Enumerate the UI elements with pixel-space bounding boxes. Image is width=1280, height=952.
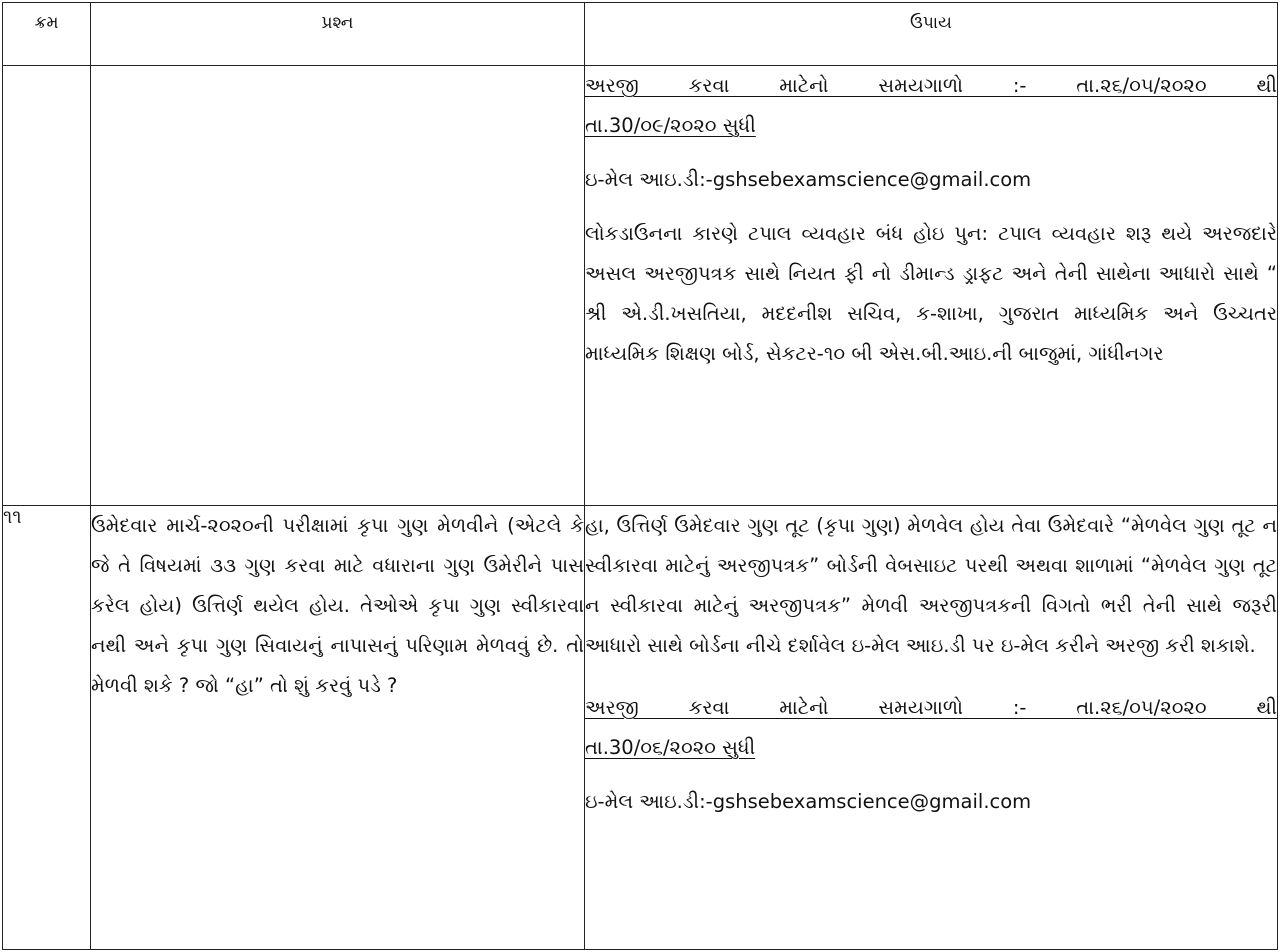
table-row (3, 506, 1278, 950)
row2-solution (585, 506, 1278, 950)
header-solution: ઉપાય (585, 3, 1278, 66)
row1-solution (585, 66, 1278, 506)
row2-email: ઇ-મેલ આઇ.ડી:-gshsebexamscience@gmail.com (585, 790, 1032, 813)
header-serial: ક્રમ (3, 3, 91, 66)
row1-deadline-line2: તા.30/૦૯/૨૦૨૦ સુધી (585, 114, 756, 137)
faq-table (2, 2, 1278, 950)
table-header-row (3, 3, 1278, 66)
row2-question (91, 506, 585, 950)
row1-note: લોકડાઉનના કારણે ટપાલ વ્યવહાર બંધ હોઇ પુન: ટપાલ વ્યવહાર શરૂ થયે અરજદારે અસલ અરજીપત્રક સાથે નિયત ફી નો ડીમાન્ડ ડ્રાફટ અને તેની સાથેના આધારો સાથે “ શ્રી એ.ડી.ખસતિયા, મદદનીશ સચિવ, ક-શાખા, ગુજરાત માધ્યમિક અને ઉચ્ચતર માધ્યમિક શિક્ષણ બોર્ડ, સેકટર-૧૦ બી એસ.બી.આઇ.ની બાજુમાં, ગાંધીનગર (585, 222, 1277, 365)
row2-deadline-line1: અરજી કરવા માટેનો સમયગાળો :- તા.૨૬/૦૫/૨૦૨૦ થી (585, 696, 1277, 719)
row2-answer: હા, ઉત્તિર્ણ ઉમેદવાર ગુણ તૂટ (કૃપા ગુણ) મેળવેલ હોય તેવા ઉમેદવારે “મેળવેલ ગુણ તૂટ ન સ્વીકારવા માટેનું અરજીપત્રક” બોર્ડની વેબસાઇટ પરથી અથવા શાળામાં “મેળવેલ ગુણ તૂટ ન સ્વીકારવા માટેનું અરજીપત્રક” મેળવી અરજીપત્રકની વિગતો ભરી તેની સાથે જરૂરી આધારો સાથે બોર્ડના નીચે દર્શાવેલ ઇ-મેલ આઇ.ડી પર ઇ-મેલ કરીને અરજી કરી શકાશે. (585, 514, 1277, 657)
row2-question-text: ઉમેદવાર માર્ચ-૨૦૨૦ની પરીક્ષામાં કૃપા ગુણ મેળવીને (એટલે કે જે તે વિષયમાં ૩૩ ગુણ કરવા માટે વધારાના ગુણ ઉમેરીને પાસ કરેલ હોય) ઉત્તિર્ણ થયેલ હોય. તેઓએ કૃપા ગુણ સ્વીકારવા નથી અને કૃપા ગુણ સિવાયનું નાપાસનું પરિણામ મેળવવું છે. તો મેળવી શકે ? જો “હા” તો શું કરવું પડે ? (91, 514, 584, 697)
row1-question (91, 66, 585, 506)
row1-email: ઇ-મેલ આઇ.ડી:-gshsebexamscience@gmail.com (585, 168, 1032, 191)
row2-serial: ૧૧ (3, 506, 91, 950)
table-row (3, 66, 1278, 506)
row1-serial (3, 66, 91, 506)
row2-deadline-line2: તા.30/૦૬/૨૦૨૦ સુધી (585, 736, 756, 759)
row1-deadline-line1: અરજી કરવા માટેનો સમયગાળો :- તા.૨૬/૦૫/૨૦૨૦ થી (585, 74, 1277, 97)
header-question: પ્રશ્ન (91, 3, 585, 66)
